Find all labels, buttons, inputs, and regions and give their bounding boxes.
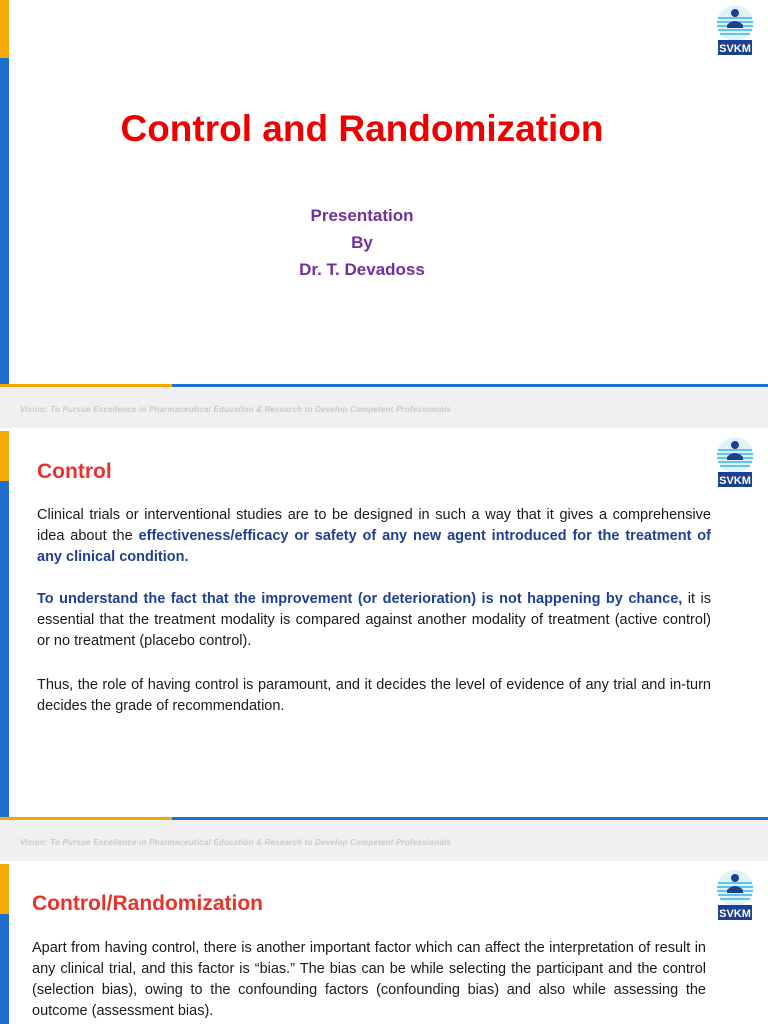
vision-banner xyxy=(0,817,768,861)
paragraph-1 xyxy=(37,505,711,568)
paragraph-2-highlight: To understand the fact that the improvement (or deterioration) is not happening by chance, xyxy=(37,591,683,607)
svkm-logo-icon xyxy=(707,435,763,491)
paragraph-1-text: Clinical trials or interventional studies are to be designed in such a way that it gives a comprehensive idea about the xyxy=(37,507,711,544)
author-name: Dr. T. Devadoss xyxy=(299,260,425,279)
slide-3 xyxy=(0,864,768,1024)
slide-heading: Control/Randomization xyxy=(32,892,263,915)
svg-text:SVKM: SVKM xyxy=(719,475,751,487)
vision-statement: Vision: To Pursue Excellence in Pharmaceutical Education & Research to Develop Competent Professionals xyxy=(20,405,452,414)
slide-1 xyxy=(0,0,768,386)
left-accent-bar xyxy=(0,0,9,386)
svg-text:SVKM: SVKM xyxy=(719,43,751,55)
paragraph-1: Apart from having control, there is another important factor which can affect the interpretation of result in any clinical trial, and this factor is “bias.” The bias can be while selecting the participant and the control (selection bias), owing to the confounding factors (confounding bias) and also while assessing the outcome (assessment bias). xyxy=(32,940,706,1019)
paragraph-2 xyxy=(37,589,711,652)
by-label: By xyxy=(351,233,373,252)
vision-banner xyxy=(0,384,768,428)
left-accent-bar xyxy=(0,431,9,819)
svg-text:SVKM: SVKM xyxy=(719,908,751,920)
paragraph-3: Thus, the role of having control is paramount, and it decides the level of evidence of any trial and in-turn decides the grade of recommendation. xyxy=(37,677,711,714)
svkm-logo-icon xyxy=(707,3,763,59)
slide-2 xyxy=(0,431,768,819)
paragraph-1-highlight: effectiveness/efficacy or safety of any new agent introduced for the treatment of any clinical condition. xyxy=(37,528,711,565)
presentation-title: Control and Randomization xyxy=(120,108,604,149)
svkm-logo-icon xyxy=(707,868,763,924)
presentation-label: Presentation xyxy=(310,206,414,225)
vision-statement: Vision: To Pursue Excellence in Pharmaceutical Education & Research to Develop Competent Professionals xyxy=(20,838,452,847)
paragraph-2-text: it is essential that the treatment modality is compared against another modality of treatment (active control) or no treatment (placebo control). xyxy=(37,591,712,649)
slide-heading: Control xyxy=(37,460,112,483)
left-accent-bar xyxy=(0,864,9,1024)
